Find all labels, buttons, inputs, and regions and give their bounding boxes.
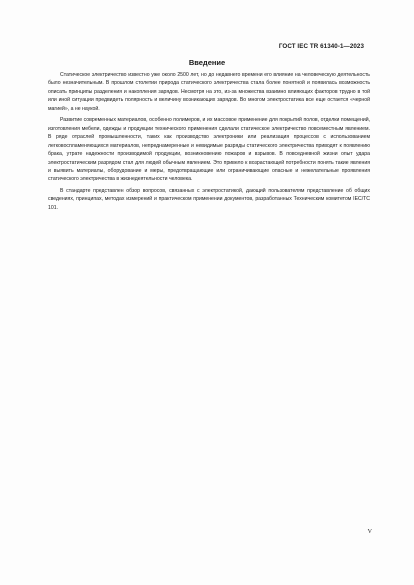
paragraph-3: В стандарте представлен обзор вопросов, связанных с электростатикой, дающий пользователям представление об общих сведениях, принципах, методах измерений и практическом применении документов, разработанных Техническим комитетом IEC/TC 101.	[48, 187, 370, 211]
document-code: ГОСТ IEC TR 61340-1—2023	[278, 43, 364, 50]
document-body	[48, 71, 370, 215]
page-number: V	[367, 529, 372, 535]
paragraph-1: Статическое электричество известно уже около 2500 лет, но до недавнего времени его влияние на человеческую деятельность было незначительным. В прошлом столетии природа статического электричества стала более понятной и появилась возможность описать принципы разделения и накопления зарядов. Несмотря на это, из-за множества взаимно влияющих факторов трудно в той или иной ситуации предвидеть полярность и величину возникающих зарядов. Во многом электростатика все еще остается «черной магией», а не наукой.	[48, 72, 370, 112]
section-title: Введение	[188, 58, 226, 67]
paragraph-2: Развитие современных материалов, особенно полимеров, и их массовое применение для покрытий полов, отделки помещений, изготовления мебели, одежды и продукции технического применения сделали статическое электричество повсеместным явлением. В ряде отраслей промышленности, таких как производство электроники или реализация процессов с использованием легковоспламеняющихся материалов, непреднамеренные и невидимые разряды статического электричества приводят к появлению брака, утрате надежности производимой продукции, возникновению пожаров и взрывов. В повседневной жизни опыт удара электростатическим разрядом стал для людей обычным явлением. Это привело к возрастающей потребности понять такие явления и выявить материалы, оборудование и меры, предотвращающие или ограничивающие опасные и нежелательные проявления статического электричества в жизнедеятельности человека.	[48, 117, 370, 183]
